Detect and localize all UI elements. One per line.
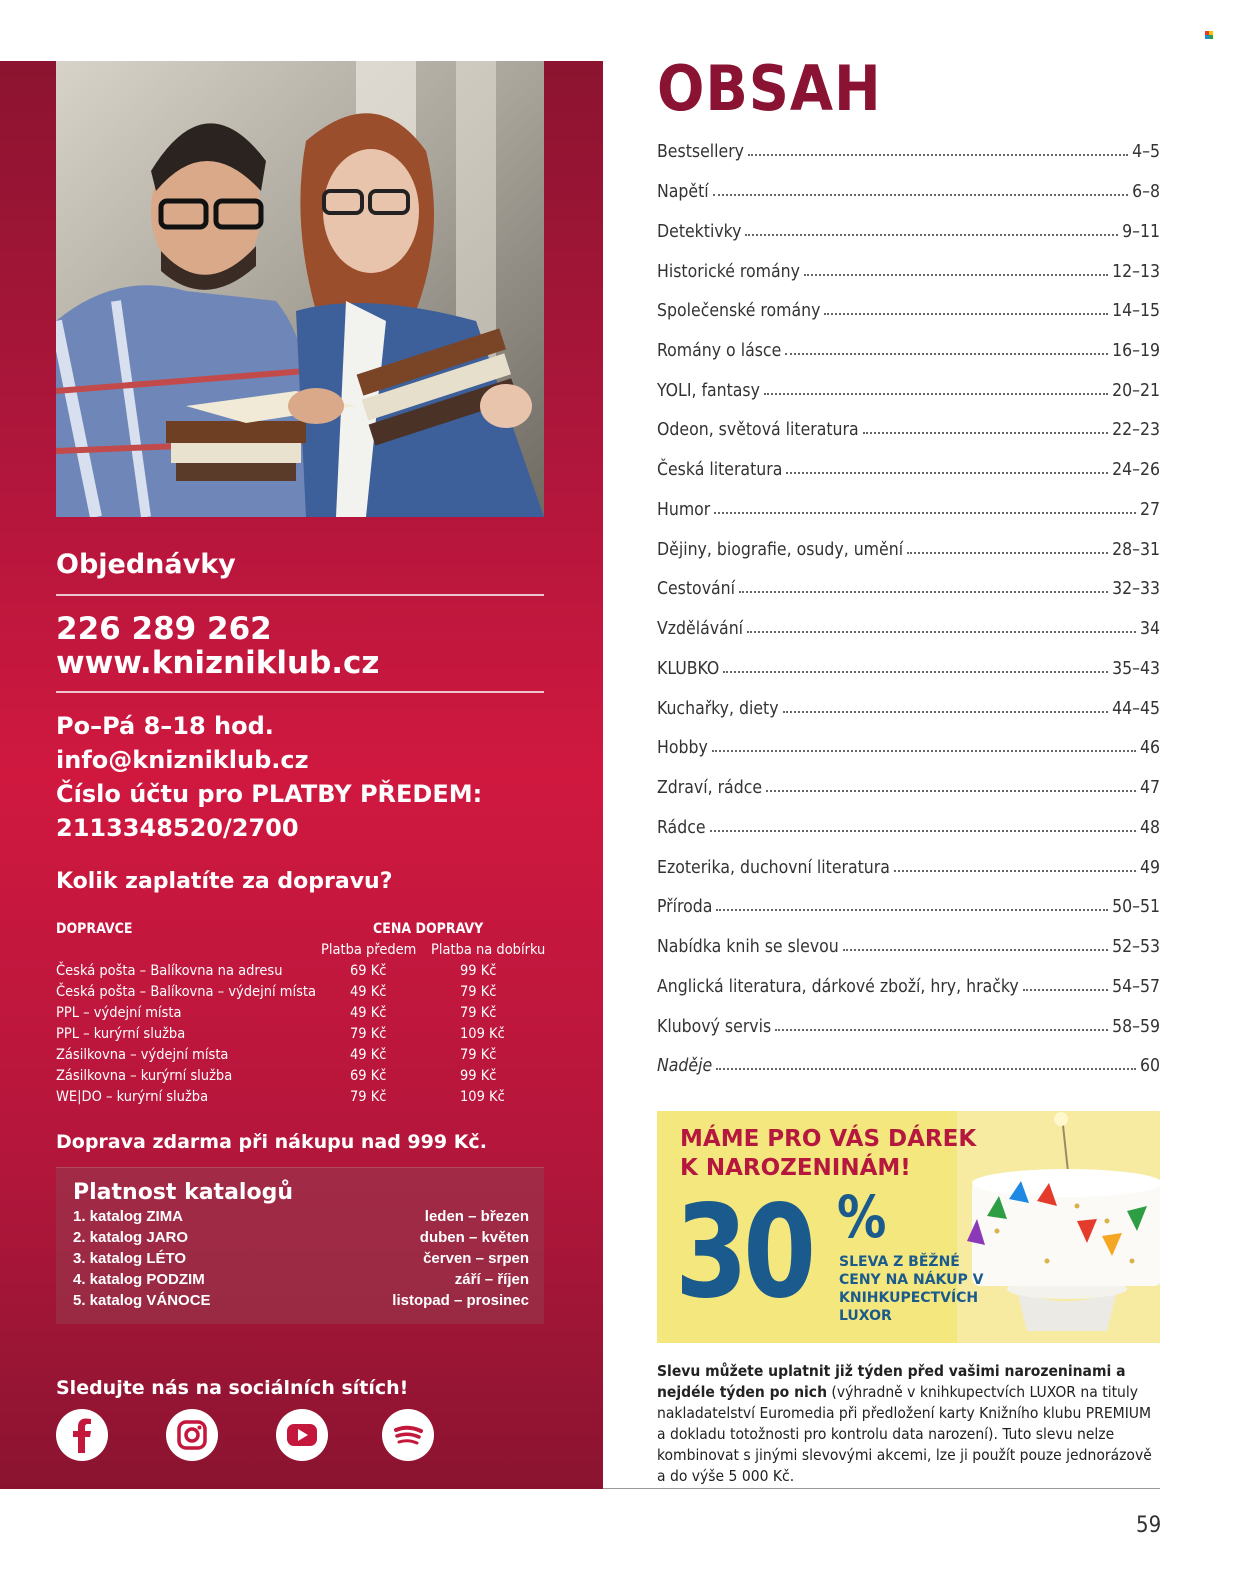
toc-entry[interactable] [657,929,1160,957]
catalog-months: duben – květen [419,1229,529,1246]
toc-entry-name: Romány o lásce [657,341,782,361]
dot-leader [804,274,1108,276]
prepay-price-cell: 79 Kč [350,1089,387,1105]
toc-entry-name: Dějiny, biografie, osudy, umění [657,540,904,560]
instagram-icon[interactable] [166,1409,218,1461]
toc-entry-name: Vzdělávání [657,619,744,639]
toc-entry[interactable] [657,373,1160,401]
toc-entry-name: Příroda [657,897,713,917]
dot-leader [710,830,1136,832]
toc-entry[interactable] [657,532,1160,560]
toc-entry[interactable] [657,810,1160,838]
dot-leader [824,313,1108,315]
column-header-carrier: DOPRAVCE [56,921,133,937]
toc-entry-name: Společenské romány [657,301,821,321]
social-title: Sledujte nás na sociálních sítích! [56,1377,409,1399]
discount-number: 30 [675,1178,812,1327]
cod-price-cell: 79 Kč [460,1005,497,1021]
column-header-prepay: Platba předem [321,942,417,958]
prepay-price-cell: 49 Kč [350,1005,387,1021]
toc-entry[interactable] [657,134,1160,162]
toc-entry[interactable] [657,452,1160,480]
prepay-price-cell: 69 Kč [350,963,387,979]
column-header-price: CENA DOPRAVY [373,921,484,937]
toc-entry-name: Anglická literatura, dárkové zboží, hry, hračky [657,977,1019,997]
prepay-price-cell: 69 Kč [350,1068,387,1084]
toc-entry[interactable] [657,850,1160,878]
carrier-cell: PPL – kurýrní služba [56,1026,186,1042]
toc-entry-name: YOLI, fantasy [657,381,760,401]
list-item [73,1292,529,1313]
validity-title: Platnost katalogů [73,1180,293,1205]
toc-entry-name: Nabídka knih se slevou [657,937,839,957]
dot-leader [748,154,1128,156]
office-hours: Po–Pá 8–18 hod. [56,712,274,740]
order-phone-number[interactable]: 226 289 262 [56,611,272,647]
dot-leader [723,671,1108,673]
list-item [73,1208,529,1229]
cod-price-cell: 99 Kč [460,963,497,979]
table-row [56,1089,556,1110]
toc-entry-pages: 54–57 [1112,977,1160,997]
birthday-title-line2: K NAROZENINÁM! [680,1155,911,1181]
carrier-cell: WE|DO – kurýrní služba [56,1089,209,1105]
website-link[interactable]: www.knizniklub.cz [56,645,380,681]
terms-bold: Slevu můžete uplatnit již týden před vašimi narozeninami a nejdéle týden po nich [657,1362,1126,1401]
column-header-cod: Platba na dobírku [431,942,546,958]
toc-entry-name: Kuchařky, diety [657,699,779,719]
toc-entry[interactable] [657,730,1160,758]
toc-entry-pages: 46 [1139,738,1160,758]
toc-entry[interactable] [657,611,1160,639]
color-mark-icon [1205,31,1213,39]
dot-leader [1023,989,1108,991]
divider [603,1488,1160,1489]
toc-entry-name: Bestsellery [657,142,744,162]
dot-leader [863,432,1108,434]
birthday-discount-terms [657,1361,1160,1487]
toc-entry-name: Odeon, světová literatura [657,420,859,440]
toc-entry[interactable] [657,770,1160,798]
toc-entry-name: Historické romány [657,262,800,282]
toc-entry[interactable] [657,651,1160,679]
toc-entry-pages: 44–45 [1112,699,1160,719]
dot-leader [907,552,1108,554]
cod-price-cell: 99 Kč [460,1068,497,1084]
dot-leader [764,393,1108,395]
toc-entry-pages: 9–11 [1122,222,1160,242]
catalog-name: 2. katalog JARO [73,1229,189,1246]
catalog-name: 5. katalog VÁNOCE [73,1292,211,1309]
table-row [56,1068,556,1089]
dot-leader [785,353,1108,355]
prepay-price-cell: 79 Kč [350,1026,387,1042]
toc-entry[interactable] [657,571,1160,599]
toc-entry[interactable] [657,254,1160,282]
toc-entry[interactable] [657,174,1160,202]
toc-entry[interactable] [657,293,1160,321]
dot-leader [775,1029,1108,1031]
toc-entry-pages: 14–15 [1112,301,1160,321]
catalog-name: 1. katalog ZIMA [73,1208,184,1225]
terms-text: (výhradně v knihkupectvích LUXOR na tituly nakladatelství Euromedia při předložení karty Knižního klubu PREMIUM a dokladu totožnosti pro kontrolu data narození). Tuto slevu nelze kombinovat s jinými slevovými akcemi, lze ji použít pouze jednorázově a do výše 5 000 Kč. [657,1383,1152,1485]
toc-entry-pages: 12–13 [1112,262,1160,282]
toc-entry-name: Detektivky [657,222,742,242]
toc-entry-pages: 20–21 [1112,381,1160,401]
toc-entry-pages: 22–23 [1112,420,1160,440]
toc-entry-pages: 4–5 [1132,142,1160,162]
toc-entry[interactable] [657,1048,1160,1076]
toc-entry[interactable] [657,969,1160,997]
account-label: Číslo účtu pro PLATBY PŘEDEM: [56,780,483,808]
toc-entry-pages: 50–51 [1112,897,1160,917]
toc-entry-pages: 28–31 [1112,540,1160,560]
catalog-name: 4. katalog PODZIM [73,1271,205,1288]
dot-leader [786,472,1108,474]
discount-description: SLEVA Z BĚŽNÉ CENY NA NÁKUP V KNIHKUPECTVÍCH LUXOR [839,1254,984,1324]
birthday-discount-banner [657,1111,1160,1343]
table-row [56,1047,556,1068]
dot-leader [894,870,1136,872]
dot-leader [716,909,1108,911]
divider [56,594,544,596]
toc-entry-pages: 52–53 [1112,937,1160,957]
table-row [56,1026,556,1047]
toc-entry-pages: 27 [1139,500,1160,520]
toc-entry-pages: 60 [1139,1056,1160,1076]
catalog-validity-box [56,1167,544,1324]
toc-entry-name: Česká literatura [657,460,783,480]
toc-entry-pages: 16–19 [1112,341,1160,361]
toc-entry[interactable] [657,691,1160,719]
table-row [56,1005,556,1026]
couple-reading-books-photo [56,61,544,517]
toc-entry[interactable] [657,1009,1160,1037]
dot-leader [713,194,1128,196]
toc-entry[interactable] [657,214,1160,242]
toc-entry-name: Rádce [657,818,706,838]
percent-sign: % [837,1183,887,1251]
carrier-cell: PPL – výdejní místa [56,1005,182,1021]
cod-price-cell: 109 Kč [460,1089,505,1105]
catalog-months: leden – březen [424,1208,529,1225]
contact-info [56,709,482,845]
cod-price-cell: 79 Kč [460,984,497,1000]
dot-leader [714,512,1136,514]
toc-entry-pages: 24–26 [1112,460,1160,480]
orders-title: Objednávky [56,549,236,580]
birthday-title-line1: MÁME PRO VÁS DÁREK [680,1126,977,1152]
toc-entry-pages: 49 [1139,858,1160,878]
email-link[interactable]: info@knizniklub.cz [56,746,309,774]
cod-price-cell: 79 Kč [460,1047,497,1063]
prepay-price-cell: 49 Kč [350,1047,387,1063]
toc-title: OBSAH [657,52,882,125]
list-item [73,1271,529,1292]
dot-leader [745,234,1118,236]
carrier-cell: Zásilkovna – kurýrní služba [56,1068,233,1084]
prepay-price-cell: 49 Kč [350,984,387,1000]
toc-entry[interactable] [657,333,1160,361]
toc-entry[interactable] [657,889,1160,917]
toc-entry-pages: 6–8 [1132,182,1160,202]
toc-entry[interactable] [657,492,1160,520]
catalog-months: červen – srpen [423,1250,529,1267]
page-number: 59 [1136,1513,1162,1538]
list-item [73,1229,529,1250]
carrier-cell: Zásilkovna – výdejní místa [56,1047,229,1063]
list-item [73,1250,529,1271]
dot-leader [843,949,1108,951]
toc-entry-name: Zdraví, rádce [657,778,763,798]
catalog-months: listopad – prosinec [392,1292,529,1309]
dot-leader [712,750,1136,752]
toc-entry-name: Naděje [657,1056,713,1076]
youtube-icon[interactable] [276,1409,328,1461]
free-shipping-note: Doprava zdarma při nákupu nad 999 Kč. [56,1131,487,1153]
catalog-months: září – říjen [454,1271,529,1288]
carrier-cell: Česká pošta – Balíkovna – výdejní místa [56,984,316,1000]
account-number: 2113348520/2700 [56,814,299,842]
toc-entry-pages: 35–43 [1112,659,1160,679]
toc-entry-pages: 34 [1139,619,1160,639]
carrier-cell: Česká pošta – Balíkovna na adresu [56,963,283,979]
toc-entry-pages: 32–33 [1112,579,1160,599]
toc-entry-name: Klubový servis [657,1017,772,1037]
toc-entry-name: Humor [657,500,711,520]
dot-leader [766,790,1136,792]
catalog-name: 3. katalog LÉTO [73,1250,187,1267]
cod-price-cell: 109 Kč [460,1026,505,1042]
table-row [56,963,556,984]
dot-leader [716,1068,1136,1070]
dot-leader [783,711,1109,713]
toc-entry-name: Cestování [657,579,736,599]
birthday-title [680,1125,976,1183]
toc-entry[interactable] [657,412,1160,440]
toc-entry-name: Ezoterika, duchovní literatura [657,858,890,878]
toc-entry-pages: 48 [1139,818,1160,838]
toc-entry-name: KLUBKO [657,659,720,679]
toc-entry-name: Hobby [657,738,708,758]
facebook-icon[interactable] [56,1409,108,1461]
shipping-title: Kolik zaplatíte za dopravu? [56,869,393,894]
spotify-icon[interactable] [382,1409,434,1461]
table-row [56,984,556,1005]
divider [56,691,544,693]
toc-entry-pages: 58–59 [1112,1017,1160,1037]
toc-entry-name: Napětí [657,182,709,202]
left-info-panel [0,61,603,1489]
dot-leader [739,591,1108,593]
dot-leader [747,631,1136,633]
toc-entry-pages: 47 [1139,778,1160,798]
